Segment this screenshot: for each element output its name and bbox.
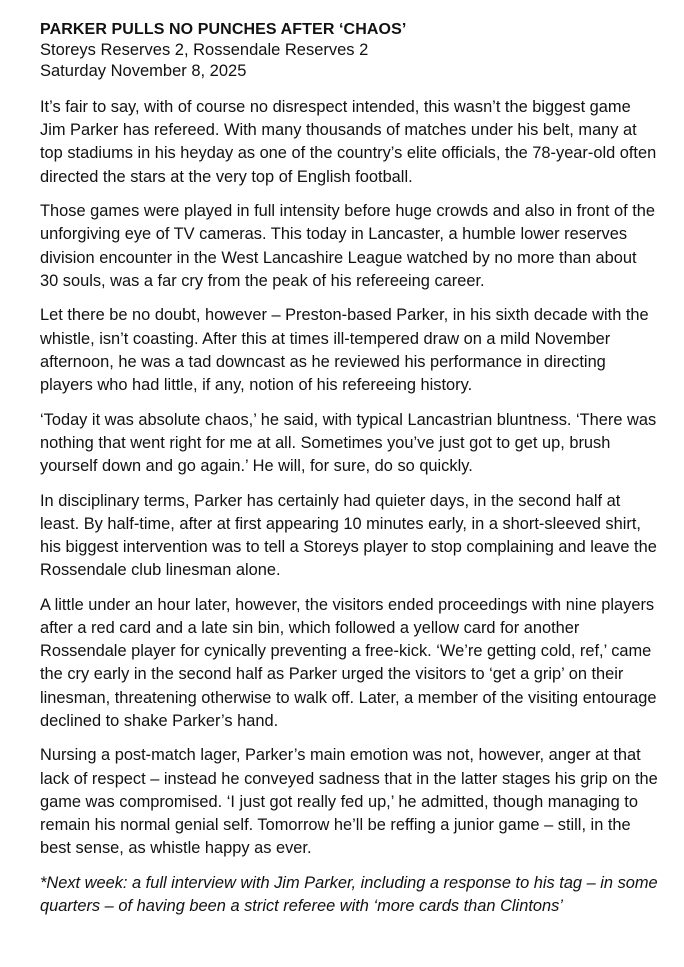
paragraph: Nursing a post-match lager, Parker’s main emotion was not, however, anger at that lack of respect – instead he conveyed sadness that in the latter stages his grip on the game was compromised. ‘I just got really fed up,’ he admitted, though managing to remain his normal genial self. Tomorrow he’ll be reffing a junior game – still, in the best sense, as whistle happy as ever. <box>40 746 658 858</box>
match-date: Saturday November 8, 2025 <box>40 62 247 80</box>
paragraph: A little under an hour later, however, the visitors ended proceedings with nine players after a red card and a late sin bin, which followed a yellow card for another Rossendale player for cynically preventing a free-kick. ‘We’re getting cold, ref,’ came the cry early in the second half as Parker urged the visitors to ‘get a grip’ on their linesman, threatening otherwise to walk off. Later, a member of the visiting entourage declined to shake Parker’s hand. <box>40 595 657 730</box>
paragraph: Those games were played in full intensity before huge crowds and also in front of the unforgiving eye of TV cameras. This today in Lancaster, a humble lower reserves division encounter in the West Lancashire League watched by no more than about 30 souls, was a far cry from the peak of his refereeing career. <box>40 202 656 290</box>
paragraph: It’s fair to say, with of course no disrespect intended, this wasn’t the biggest game Jim Parker has refereed. With many thousands of matches under his belt, many at top stadiums in his heyday as one of the country’s elite officials, the 78-year-old often directed the stars at the very top of English football. <box>40 98 657 186</box>
paragraph: ‘Today it was absolute chaos,’ he said, with typical Lancastrian bluntness. ‘There was nothing that went right for me at all. Sometimes you’ve just got to get up, brush yourself down and go again.’ He will, for sure, do so quickly. <box>40 410 657 476</box>
paragraph: Let there be no doubt, however – Preston-based Parker, in his sixth decade with the whistle, isn’t coasting. After this at times ill-tempered draw on a mild November afternoon, he was a tad downcast as he reviewed his performance in directing players who had little, if any, notion of his refereeing history. <box>40 306 649 395</box>
next-week-note: *Next week: a full interview with Jim Parker, including a response to his tag – in some quarters – of having been a strict referee with ‘more cards than Clintons’ <box>40 873 658 916</box>
headline: PARKER PULLS NO PUNCHES AFTER ‘CHAOS’ <box>40 21 407 38</box>
article <box>40 20 658 918</box>
paragraph: In disciplinary terms, Parker has certainly had quieter days, in the second half at least. By half-time, after at first appearing 10 minutes early, in a short-sleeved shirt, his biggest intervention was to tell a Storeys player to stop complaining and leave the Rossendale club linesman alone. <box>40 491 657 580</box>
match-result: Storeys Reserves 2, Rossendale Reserves 2 <box>40 41 369 59</box>
